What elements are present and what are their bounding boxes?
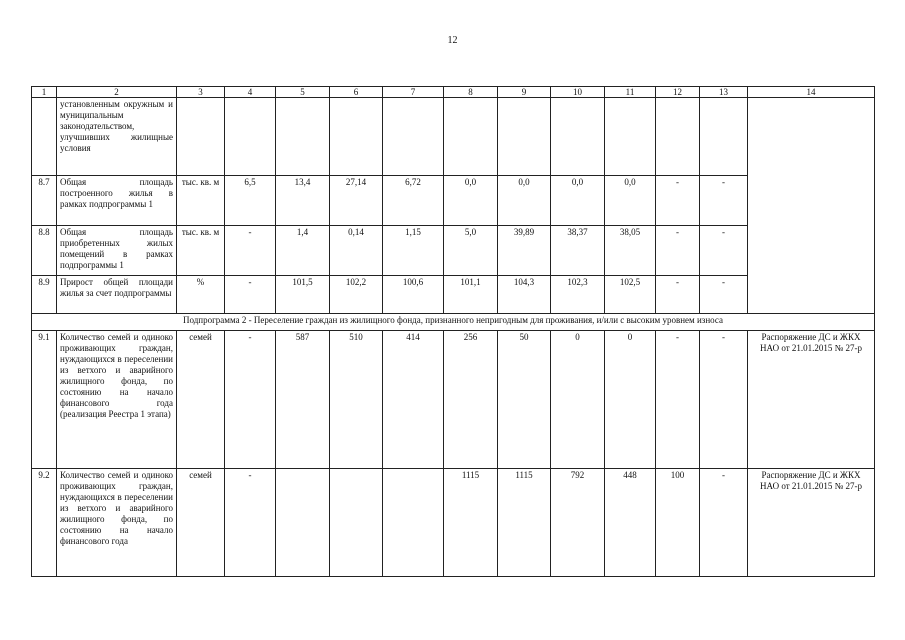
cell-value: 6,5	[225, 176, 276, 226]
cell-name: Количество семей и одиноко проживающих граждан, нуждающихся в переселении из ветхого и аварийного жилищного фонда, по состоянию на начало финансового года	[57, 469, 177, 577]
cell-value	[276, 469, 330, 577]
cell-number: 8.8	[32, 226, 57, 276]
cell-value: 0,0	[605, 176, 656, 226]
cell-value: -	[225, 331, 276, 469]
cell-note: Распоряжение ДС и ЖКХ НАО от 21.01.2015 № 27-р	[748, 331, 875, 469]
col-header-4: 4	[225, 87, 276, 98]
cell-unit: семей	[177, 469, 225, 577]
cell-value: -	[225, 276, 276, 314]
cell-value: 0,14	[330, 226, 383, 276]
col-header-10: 10	[551, 87, 605, 98]
col-header-8: 8	[444, 87, 498, 98]
cell-value: 1115	[444, 469, 498, 577]
col-header-9: 9	[498, 87, 551, 98]
cell-name: Прирост общей площади жилья за счет подпрограммы	[57, 276, 177, 314]
cell-value: 6,72	[383, 176, 444, 226]
table-row	[32, 331, 875, 469]
cell-value: -	[700, 469, 748, 577]
cell-value: -	[700, 331, 748, 469]
cell-value: -	[656, 176, 700, 226]
cell-value: 256	[444, 331, 498, 469]
cell-value: -	[656, 226, 700, 276]
cell-value	[383, 469, 444, 577]
cell-number: 8.7	[32, 176, 57, 226]
cell-value: 50	[498, 331, 551, 469]
col-header-1: 1	[32, 87, 57, 98]
cell-value: 0,0	[498, 176, 551, 226]
cell-value: 510	[330, 331, 383, 469]
cell-name: Общая площадь построенного жилья в рамках подпрограммы 1	[57, 176, 177, 226]
cell-value	[330, 469, 383, 577]
cell-unit: тыс. кв. м	[177, 226, 225, 276]
cell-unit: тыс. кв. м	[177, 176, 225, 226]
col-header-11: 11	[605, 87, 656, 98]
cell-value: 5,0	[444, 226, 498, 276]
cell-unit: %	[177, 276, 225, 314]
cell-note	[748, 98, 875, 314]
col-header-2: 2	[57, 87, 177, 98]
table-row	[32, 98, 875, 176]
cell-value: -	[700, 226, 748, 276]
cell-value: 27,14	[330, 176, 383, 226]
header-row	[32, 87, 875, 98]
page-number: 12	[447, 35, 458, 46]
cell-value: 102,2	[330, 276, 383, 314]
cell-value: 13,4	[276, 176, 330, 226]
cell-value: 587	[276, 331, 330, 469]
cell-value: 104,3	[498, 276, 551, 314]
cell-value: 448	[605, 469, 656, 577]
cell-note: Распоряжение ДС и ЖКХ НАО от 21.01.2015 № 27-р	[748, 469, 875, 577]
cell-value: 0	[605, 331, 656, 469]
cell-number: 9.1	[32, 331, 57, 469]
cell-value: 0,0	[444, 176, 498, 226]
cell-name: Количество семей и одиноко проживающих граждан, нуждающихся в переселении из ветхого и аварийного жилищного фонда, по состоянию на начало финансового года (реализация Реестра 1 этапа)	[57, 331, 177, 469]
cell-value: 38,37	[551, 226, 605, 276]
table-row	[32, 469, 875, 577]
cell-value: -	[656, 276, 700, 314]
cell-value: 39,89	[498, 226, 551, 276]
cell-value: 38,05	[605, 226, 656, 276]
cell-value: 101,1	[444, 276, 498, 314]
subprogram-title: Подпрограмма 2 - Переселение граждан из жилищного фонда, признанного непригодным для проживания, и/или с высоким уровнем износа	[32, 314, 875, 331]
cell-value: 102,5	[605, 276, 656, 314]
cell-number: 8.9	[32, 276, 57, 314]
col-header-3: 3	[177, 87, 225, 98]
col-header-13: 13	[700, 87, 748, 98]
cell-value: 1,4	[276, 226, 330, 276]
col-header-7: 7	[383, 87, 444, 98]
cell-number: 9.2	[32, 469, 57, 577]
col-header-5: 5	[276, 87, 330, 98]
cell-value: -	[225, 226, 276, 276]
cell-value: -	[700, 276, 748, 314]
indicators-table	[31, 86, 875, 577]
cell-value: -	[700, 176, 748, 226]
cell-value: 0,0	[551, 176, 605, 226]
cell-value: 414	[383, 331, 444, 469]
cell-name: Общая площадь приобретенных жилых помещений в рамках подпрограммы 1	[57, 226, 177, 276]
cell-value: 1115	[498, 469, 551, 577]
section-row	[32, 314, 875, 331]
cell-value: 102,3	[551, 276, 605, 314]
cell-value: 101,5	[276, 276, 330, 314]
cell-value: 1,15	[383, 226, 444, 276]
cell-value: -	[656, 331, 700, 469]
cell-value: 100,6	[383, 276, 444, 314]
col-header-12: 12	[656, 87, 700, 98]
cell-unit: семей	[177, 331, 225, 469]
cell-value: 792	[551, 469, 605, 577]
col-header-6: 6	[330, 87, 383, 98]
cell-value: -	[225, 469, 276, 577]
col-header-14: 14	[748, 87, 875, 98]
cell-value: 100	[656, 469, 700, 577]
cell-value: 0	[551, 331, 605, 469]
cell-name: установленным окружным и муниципальным законодательством, улучшивших жилищные условия	[57, 98, 177, 176]
